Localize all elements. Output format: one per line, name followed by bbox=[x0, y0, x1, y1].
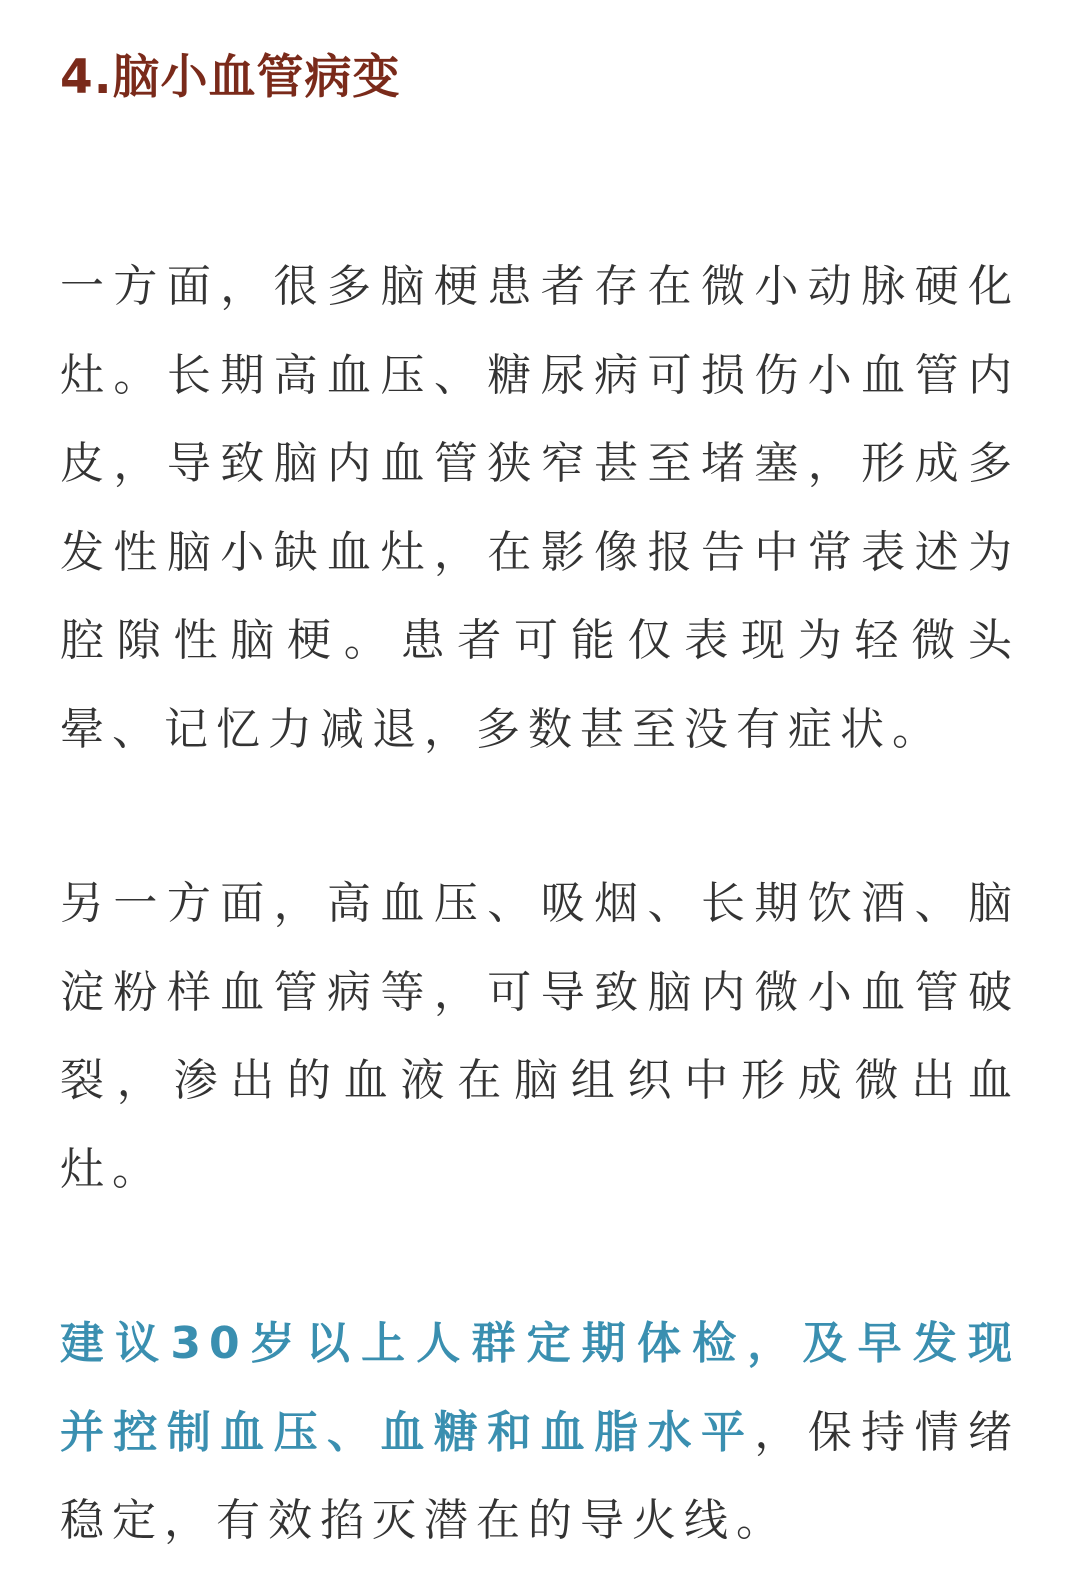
recommendation-highlight: 建议30岁以上人群定期体检，及早发现并控制血压、血糖和血脂水平 bbox=[60, 1318, 1020, 1458]
recommendation-rest: ，保持情绪稳定，有效掐灭潜在的导火线。 bbox=[60, 1406, 1021, 1546]
paragraph-recommendation bbox=[60, 1300, 1020, 1566]
paragraph-microbleeds: 另一方面，高血压、吸烟、长期饮酒、脑淀粉样血管病等，可导致脑内微小血管破裂，渗出的血液在脑组织中形成微出血灶。 bbox=[60, 878, 1020, 1195]
section-title: 4.脑小血管病变 bbox=[60, 50, 401, 105]
article-body bbox=[60, 40, 1020, 1566]
paragraph-small-artery-lesions: 一方面，很多脑梗患者存在微小动脉硬化灶。长期高血压、糖尿病可损伤小血管内皮，导致脑内血管狭窄甚至堵塞，形成多发性脑小缺血灶，在影像报告中常表述为腔隙性脑梗。患者可能仅表现为轻微头晕、记忆力减退，多数甚至没有症状。 bbox=[60, 261, 1020, 755]
